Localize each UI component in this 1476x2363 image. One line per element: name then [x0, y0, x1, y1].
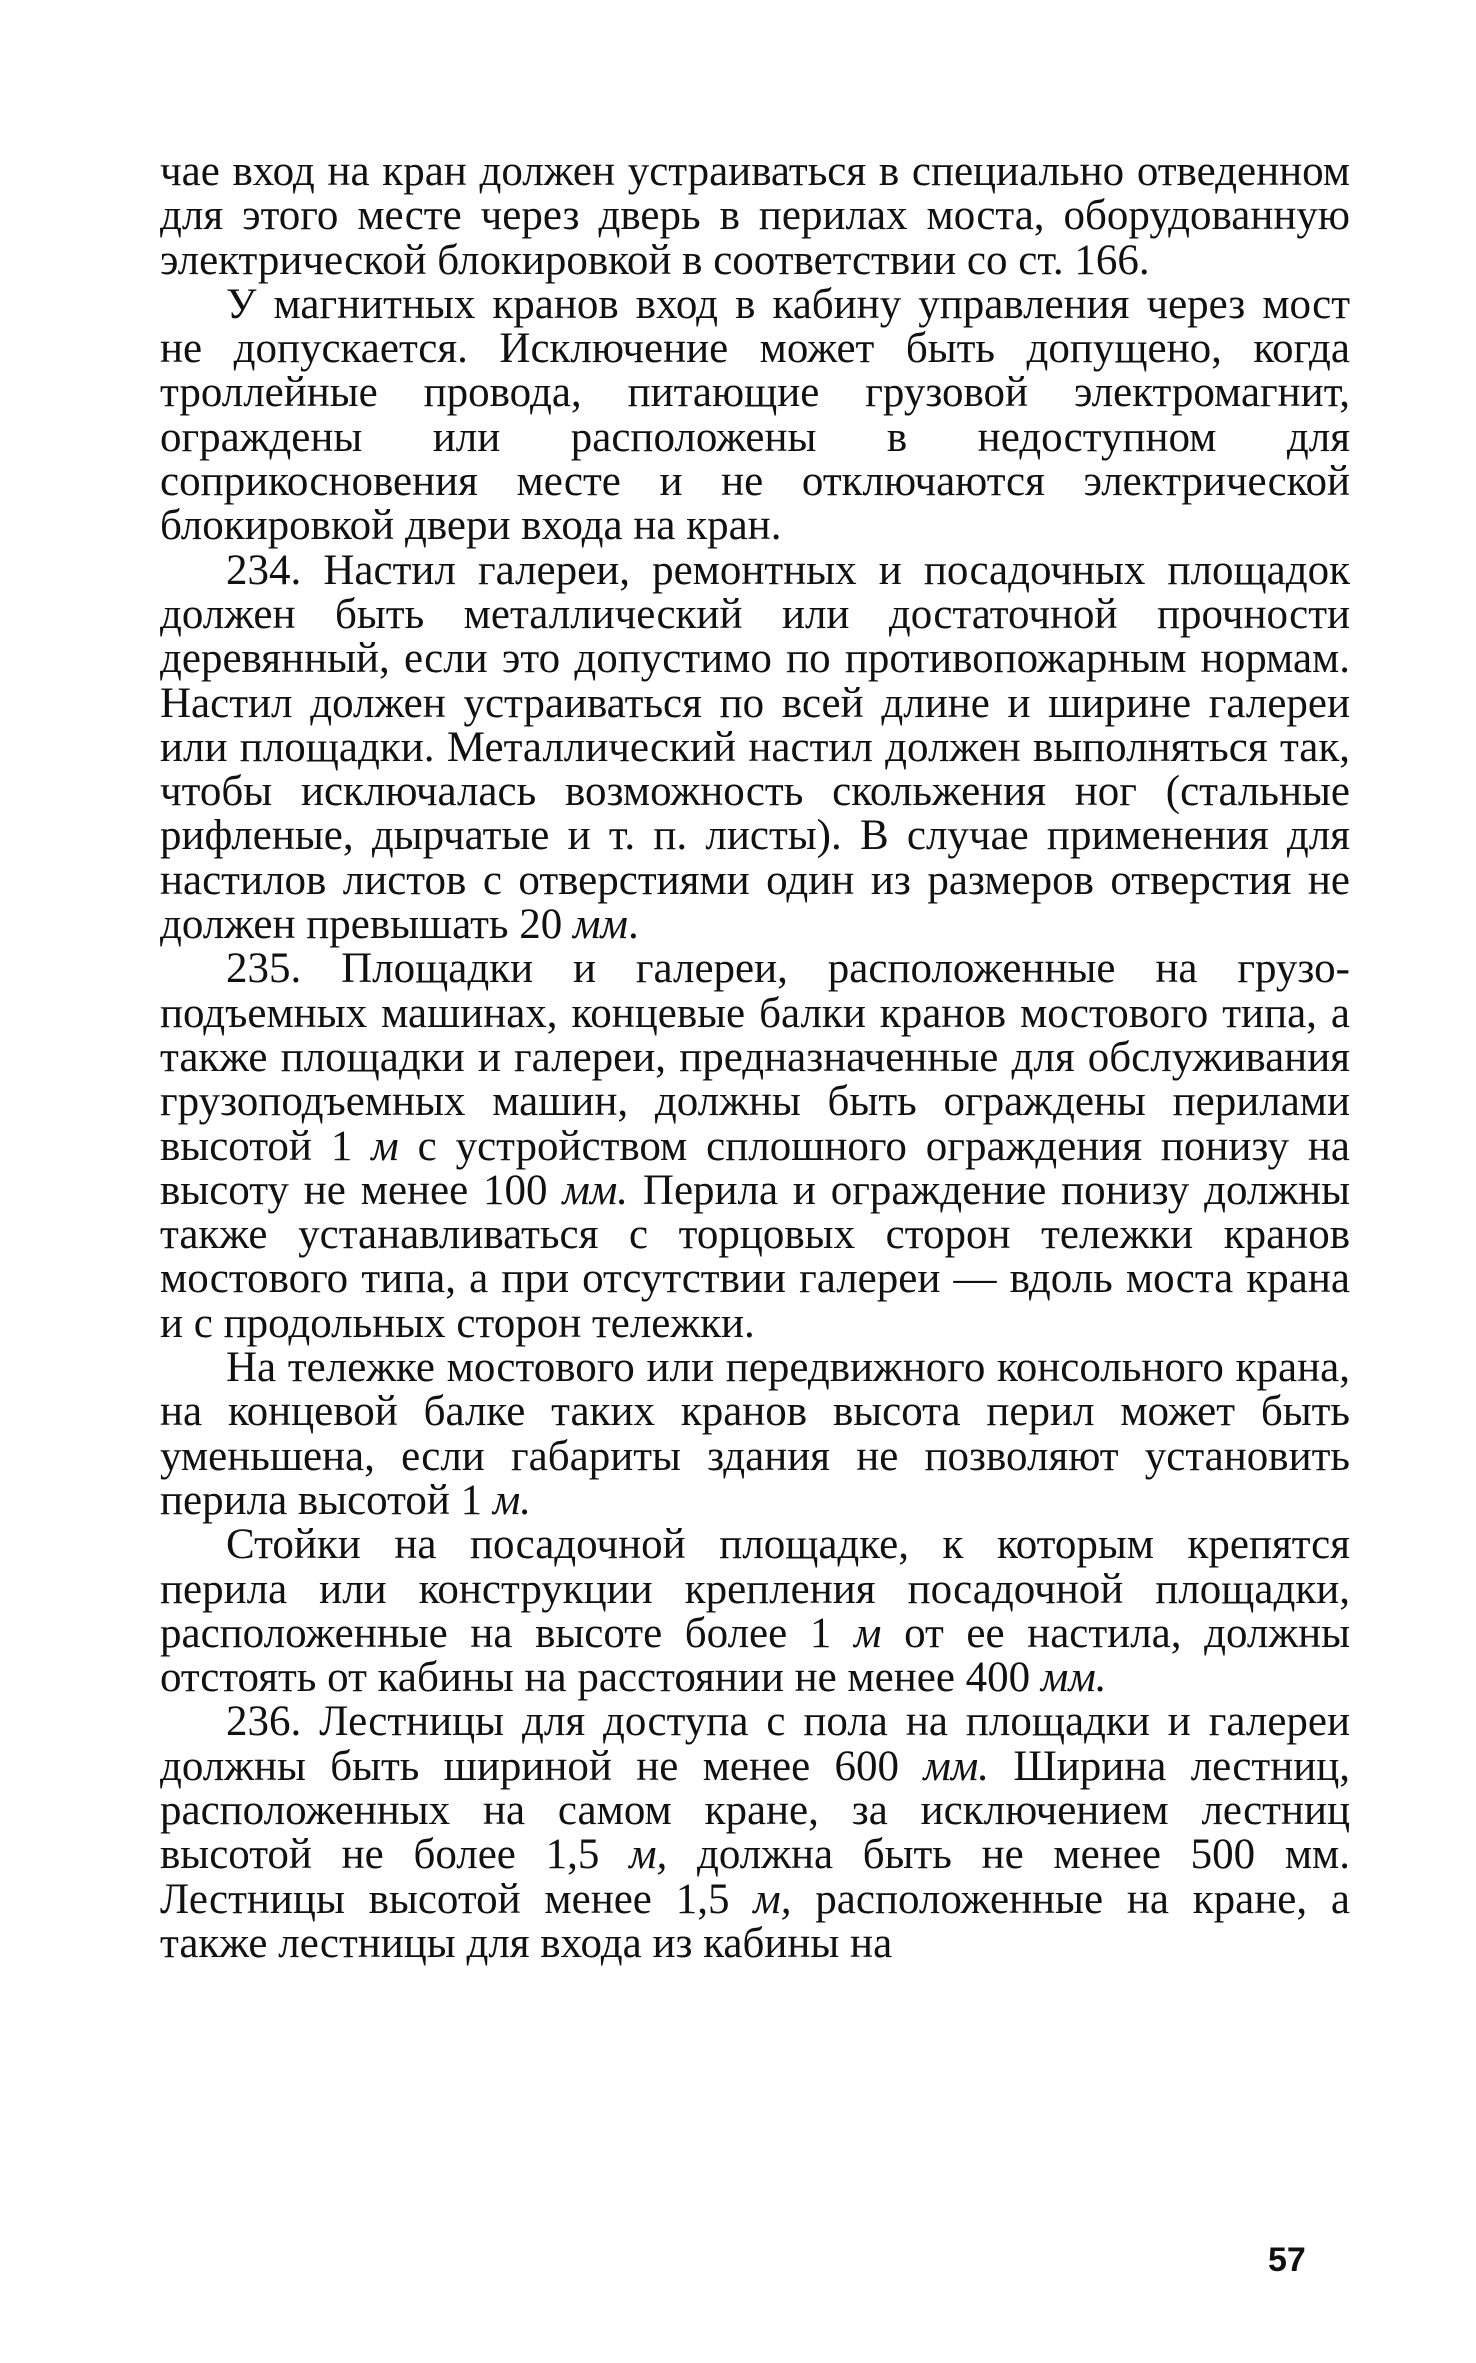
paragraph-6-text-a: Стойки на посадочной площадке, к которым крепятся перила или конструкции крепления посадочной площадки, расположенные на высоте более 1: [160, 1521, 1350, 1657]
paragraph-236-text-d: расположенные на кране, а также лестницы для входа из кабины на: [160, 1875, 1350, 1967]
paragraph-236-text-b: Ширина лестниц, расположенных на самом кране, за исключением лестниц высотой не более 1,5: [160, 1742, 1350, 1879]
unit-mm: мм.: [1040, 1654, 1107, 1702]
paragraph-6: [160, 1523, 1350, 1700]
paragraph-235-text-a: 235. Площадки и галереи, расположенные на грузоподъемных машинах, концевые балки кранов мостового типа, а также площадки и галереи, предназначенные для обслуживания грузоподъемных машин, должны быть ограждены перилами высотой 1: [160, 945, 1350, 1170]
paragraph-2: [160, 280, 1350, 550]
unit-mm: мм.: [562, 1166, 629, 1214]
unit-mm: мм: [573, 901, 628, 949]
unit-m: м,: [753, 1875, 792, 1923]
page-body: [160, 150, 1350, 1966]
paragraph-2-text: У магнитных кранов вход в кабину управления через мост не допускается. Исключение может быть допущено, когда троллейные провода, питающие грузовой электромагнит, ограждены или расположены в недоступном для соприкосновения месте и не отключаются электрической блокировкой двери входа на кран.: [160, 280, 1350, 550]
paragraph-234-text: 234. Настил галереи, ремонтных и посадочных площадок должен быть металлический или достаточной прочности деревянный, если это допустимо по противопожарным нормам. Настил должен устраиваться по всей длине и ширине галереи или площадки. Металлический настил должен выполняться так, чтобы исключалась возможность скольжения ног (стальные рифленые, дырчатые и т. п. листы). В случае применения для настилов листов с отверстиями один из размеров отверстия не должен превышать 20: [160, 546, 1350, 949]
paragraph-236-text-c: должна быть не менее 500 мм. Лестницы высотой менее 1,5: [160, 1831, 1350, 1923]
unit-m: м: [371, 1122, 399, 1170]
paragraph-234: [160, 546, 1350, 949]
unit-mm: мм.: [923, 1742, 990, 1790]
paragraph-1: [160, 150, 1350, 283]
paragraph-235-text-c: Перила и ограждение понизу должны также устанавливаться с торцовых сторон тележки кранов мостового типа, а при отсутствии галереи — вдоль моста крана и с продольных сторон тележки.: [160, 1166, 1350, 1347]
unit-m: м: [853, 1609, 882, 1657]
paragraph-5-text: На тележке мостового или передвижного консольного крана, на концевой балке таких кранов высота перил может быть уменьшена, если габариты здания не позволяют установить перила высотой 1: [160, 1344, 1350, 1524]
paragraph-234-end: .: [627, 901, 639, 949]
paragraph-6-text-b: от ее настила, должны отстоять от кабины на расстоянии не менее 400: [160, 1609, 1350, 1702]
paragraph-5: [160, 1346, 1350, 1523]
paragraph-236-text-a: 236. Лестницы для доступа с пола на площадки и галереи должны быть шириной не менее 600: [160, 1698, 1350, 1790]
page-number: 57: [1268, 2241, 1306, 2279]
paragraph-235-text-b: с устройством сплошного ограждения понизу на высоту не менее 100: [160, 1122, 1351, 1214]
paragraph-1-text: чае вход на кран должен устраиваться в специально отведенном для этого месте через дверь в перилах моста, оборудованную электрической блокировкой в соответствии со ст. 166.: [160, 148, 1350, 284]
unit-m: м,: [629, 1831, 668, 1879]
paragraph-235: [160, 947, 1350, 1346]
unit-m: м.: [492, 1476, 532, 1524]
paragraph-236: [160, 1700, 1350, 1966]
